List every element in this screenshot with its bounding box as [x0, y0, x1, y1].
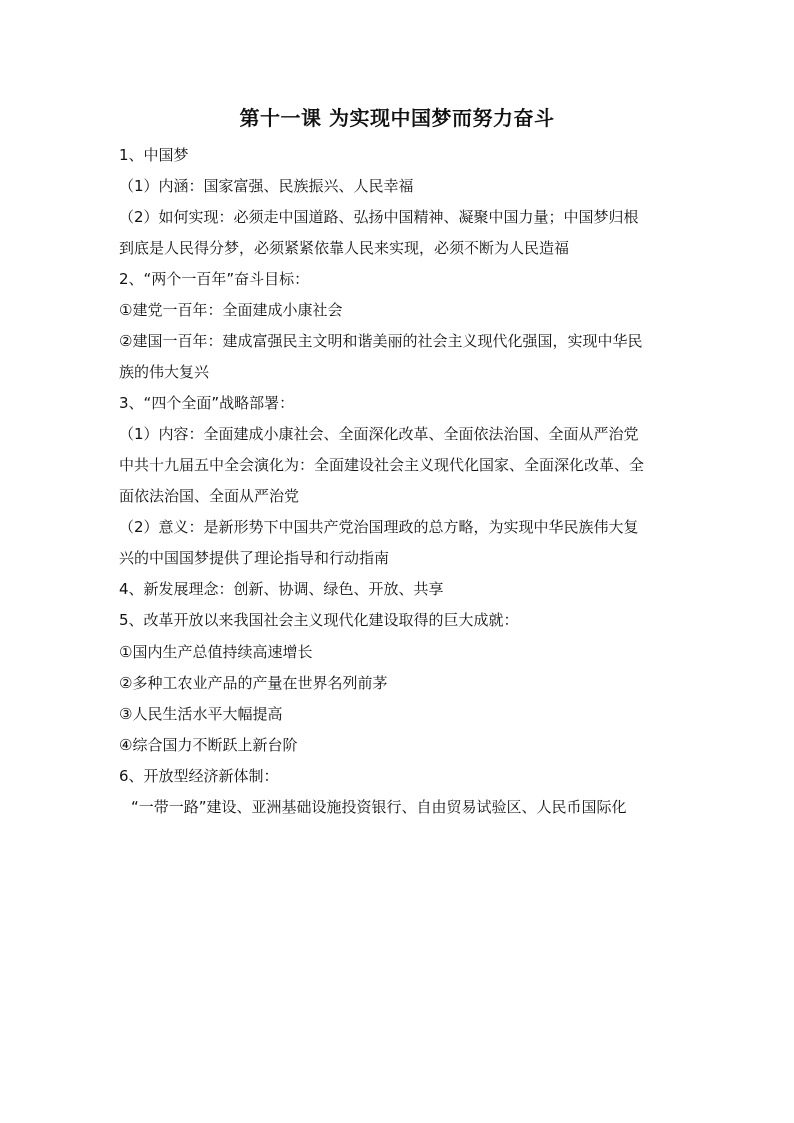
list-item: ①建党一百年：全面建成小康社会 — [119, 301, 343, 319]
text-line: 族的伟大复兴 — [119, 363, 210, 381]
text-line: （2）意义：是新形势下中国共产党治国理政的总方略，为实现中华民族伟大复 — [119, 518, 639, 536]
list-item: ②多种工农业产品的产量在世界名列前茅 — [119, 674, 388, 692]
heading-reform-achievements: 5、改革开放以来我国社会主义现代化建设取得的巨大成就： — [119, 611, 519, 629]
heading-two-centenary-goals: 2、“两个一百年”奋斗目标： — [119, 270, 310, 288]
text-line: “一带一路”建设、亚洲基础设施投资银行、自由贸易试验区、人民币国际化 — [131, 798, 627, 816]
text-line: 面依法治国、全面从严治党 — [119, 487, 300, 505]
list-item: ②建国一百年：建成富强民主文明和谐美丽的社会主义现代化强国，实现中华民 — [119, 332, 643, 350]
list-item: ④综合国力不断跃上新台阶 — [119, 736, 298, 754]
text-line: 中共十九届五中全会演化为：全面建设社会主义现代化国家、全面深化改革、全 — [119, 456, 645, 474]
heading-four-comprehensives: 3、“四个全面”战略部署： — [119, 394, 295, 412]
list-item: ①国内生产总值持续高速增长 — [119, 643, 313, 661]
text-line: （2）如何实现：必须走中国道路、弘扬中国精神、凝聚中国力量；中国梦归根 — [119, 208, 639, 226]
heading-open-economy: 6、开放型经济新体制： — [119, 767, 279, 785]
text-line: （1）内容：全面建成小康社会、全面深化改革、全面依法治国、全面从严治党 — [119, 425, 639, 443]
text-line: 兴的中国国梦提供了理论指导和行动指南 — [119, 549, 390, 567]
text-line: 到底是人民得分梦，必须紧紧依靠人民来实现，必须不断为人民造福 — [119, 239, 570, 257]
heading-chinese-dream: 1、中国梦 — [119, 146, 189, 164]
list-item: ③人民生活水平大幅提高 — [119, 705, 283, 723]
heading-new-development-concept: 4、新发展理念：创新、协调、绿色、开放、共享 — [119, 580, 444, 598]
text-line: （1）内涵：国家富强、民族振兴、人民幸福 — [119, 177, 414, 195]
page-title: 第十一课 为实现中国梦而努力奋斗 — [239, 106, 555, 130]
